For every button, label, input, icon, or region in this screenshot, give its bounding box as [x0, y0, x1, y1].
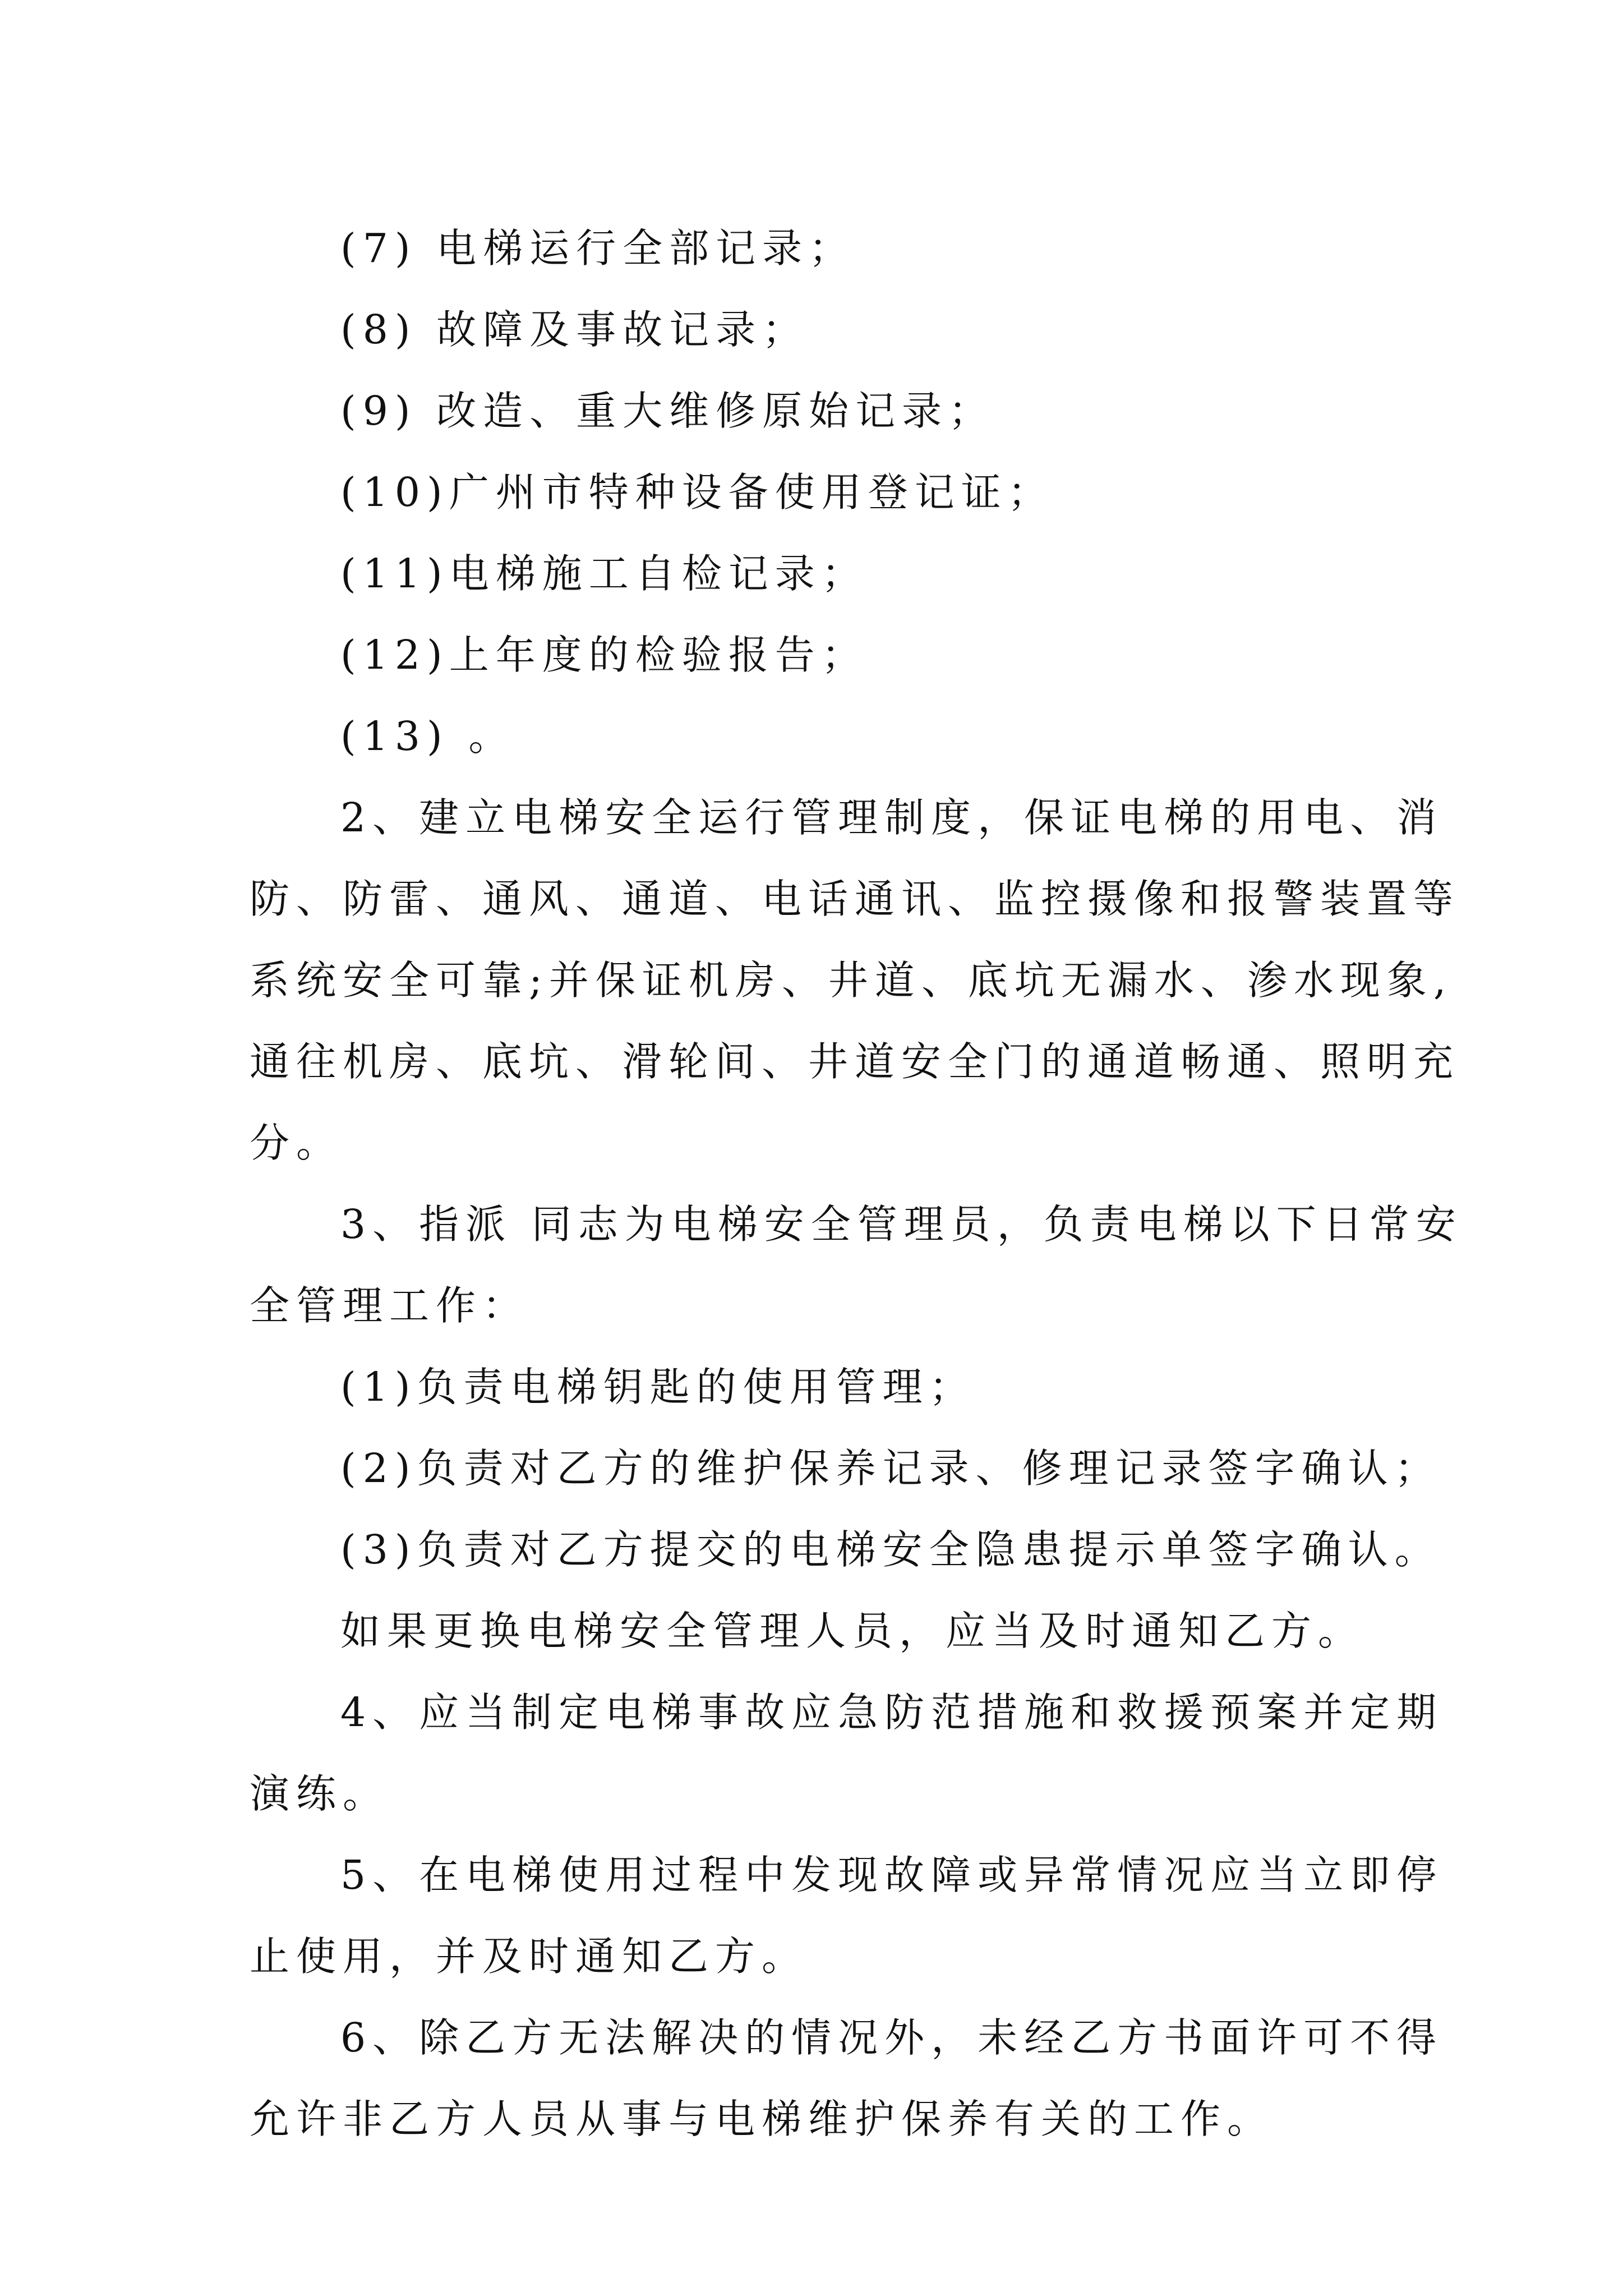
paragraph-4-line-2: 演练。 [250, 1770, 390, 1817]
list-item-10: (10)广州市特种设备使用登记证； [340, 469, 1054, 516]
paragraph-2-line-5: 分。 [250, 1120, 343, 1166]
list-item-8: (8) 故障及事故记录； [340, 306, 809, 353]
list-item-12: (12)上年度的检验报告； [340, 632, 868, 678]
document-body [250, 208, 1463, 2160]
paragraph-4-line-1: 4、应当制定电梯事故应急防范措施和救援预案并定期 [340, 1689, 1444, 1736]
paragraph-2-line-4: 通往机房、底坑、滑轮间、井道安全门的通道畅通、照明充 [250, 1038, 1460, 1085]
sub-item-2: (2)负责对乙方的维护保养记录、修理记录签字确认； [340, 1445, 1441, 1492]
list-item-9: (9) 改造、重大维修原始记录； [340, 388, 995, 434]
paragraph-2-line-3: 系统安全可靠;并保证机房、井道、底坑无漏水、渗水现象, [250, 957, 1453, 1004]
paragraph-3-note: 如果更换电梯安全管理人员，应当及时通知乙方。 [340, 1608, 1365, 1654]
paragraph-5-line-2: 止使用，并及时通知乙方。 [250, 1933, 809, 1980]
paragraph-2-line-2: 防、防雷、通风、通道、电话通讯、监控摄像和报警装置等 [250, 876, 1460, 922]
sub-item-3: (3)负责对乙方提交的电梯安全隐患提示单签字确认。 [340, 1526, 1441, 1573]
paragraph-5-line-1: 5、在电梯使用过程中发现故障或异常情况应当立即停 [340, 1852, 1444, 1898]
paragraph-3-line-1: 3、指派 同志为电梯安全管理员，负责电梯以下日常安 [340, 1201, 1463, 1248]
paragraph-2-line-1: 2、建立电梯安全运行管理制度，保证电梯的用电、消 [340, 794, 1444, 841]
list-item-7: (7) 电梯运行全部记录； [340, 225, 856, 272]
paragraph-6-line-2: 允许非乙方人员从事与电梯维护保养有关的工作。 [250, 2096, 1274, 2142]
list-item-13: (13) 。 [340, 713, 515, 760]
paragraph-6-line-1: 6、除乙方无法解决的情况外，未经乙方书面许可不得 [340, 2014, 1444, 2061]
list-item-11: (11)电梯施工自检记录； [340, 550, 868, 597]
sub-item-1: (1)负责电梯钥匙的使用管理； [340, 1364, 976, 1410]
paragraph-3-line-2: 全管理工作： [250, 1282, 529, 1329]
